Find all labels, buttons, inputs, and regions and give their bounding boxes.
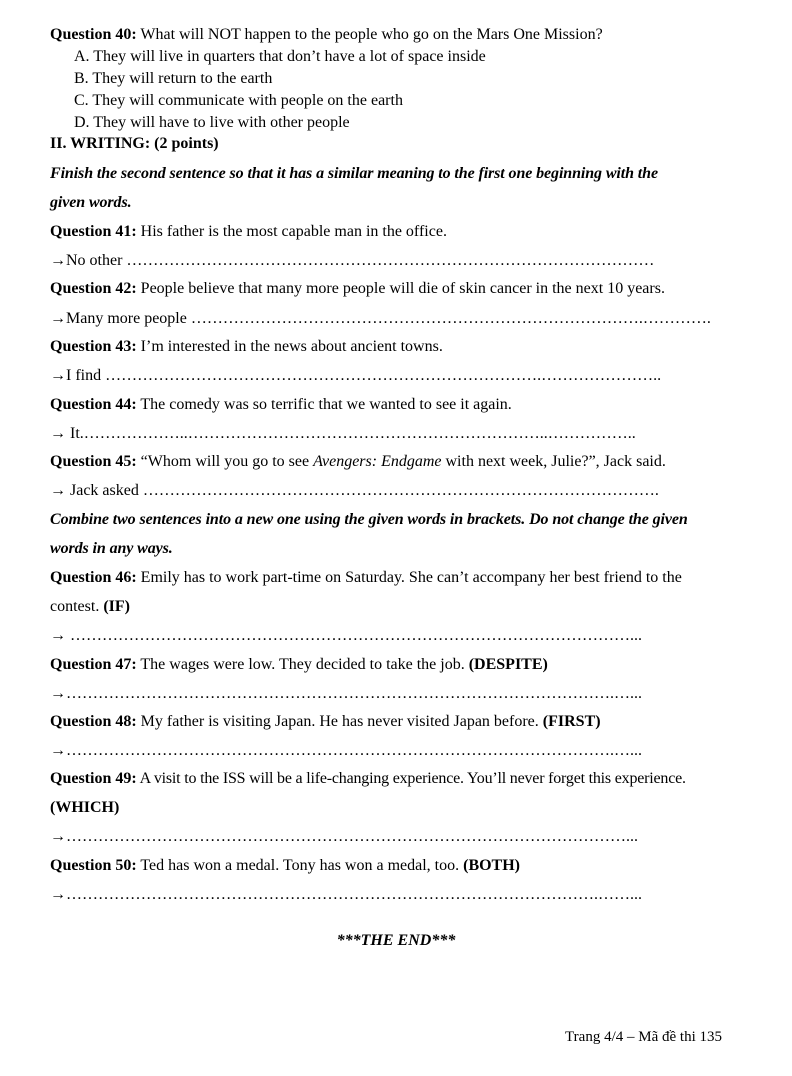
question-label: Question 42: (50, 280, 137, 297)
question-44 (50, 395, 512, 415)
question-48 (50, 712, 601, 732)
option-d: D. They will have to live with other people (74, 114, 350, 131)
question-label: Question 45: (50, 453, 137, 470)
answer-line-47: →………………………………………………………………………………………….…... (50, 685, 642, 702)
question-label: Question 49: (50, 770, 137, 787)
instruction-1: Finish the second sentence so that it has a similar meaning to the first one beginning with the (50, 165, 658, 182)
question-text: “Whom will you go to see (136, 453, 314, 470)
given-word: (IF) (103, 598, 130, 615)
answer-line-49: →……………………………………………………………………………………………... (50, 828, 638, 845)
question-text: People believe that many more people will die of skin cancer in the next 10 years. (136, 280, 665, 297)
instruction-2: Combine two sentences into a new one using the given words in brackets. Do not change the given (50, 511, 688, 528)
instruction-1-cont: given words. (50, 194, 132, 211)
question-46 (50, 568, 682, 588)
question-text: Ted has won a medal. Tony has won a medal, too. (136, 857, 464, 874)
question-text: The wages were low. They decided to take the job. (136, 656, 469, 673)
question-47 (50, 655, 548, 675)
question-text: A visit to the ISS will be a life-changing experience. You’ll never forget this experience. (136, 770, 686, 787)
question-label: Question 46: (50, 569, 137, 586)
question-text: My father is visiting Japan. He has never visited Japan before. (136, 713, 543, 730)
question-label: Question 43: (50, 338, 137, 355)
question-text: His father is the most capable man in the office. (136, 223, 447, 240)
given-word: (WHICH) (50, 799, 120, 816)
answer-line-50: →……………………………………………………………………………………….……... (50, 886, 642, 903)
option-a: A. They will live in quarters that don’t have a lot of space inside (74, 48, 486, 65)
question-46-cont (50, 597, 130, 617)
answer-line-42: →Many more people ………………………………………………………………………….…………. (50, 310, 711, 327)
question-41 (50, 222, 447, 242)
question-text-end: with next week, Julie?”, Jack said. (441, 453, 666, 470)
page-footer: Trang 4/4 – Mã đề thi 135 (565, 1029, 722, 1045)
question-text: I’m interested in the news about ancient towns. (136, 338, 443, 355)
movie-title: Avengers: Endgame (313, 453, 442, 470)
question-50 (50, 856, 520, 876)
option-c: C. They will communicate with people on the earth (74, 92, 403, 109)
question-text: The comedy was so terrific that we wanted to see it again. (136, 396, 512, 413)
question-42 (50, 279, 665, 299)
given-word: (BOTH) (463, 857, 520, 874)
answer-line-46: → ……………………………………………………………………………………………... (50, 627, 642, 644)
question-text: What will NOT happen to the people who go on the Mars One Mission? (136, 26, 603, 43)
answer-line-43: →I find ……………………………………………………………………….………………….. (50, 367, 662, 384)
answer-line-45: → Jack asked ……………………………………………………………………………………. (50, 482, 659, 499)
question-49 (50, 769, 686, 789)
question-label: Question 44: (50, 396, 137, 413)
the-end: ***THE END*** (336, 932, 456, 949)
given-word: (DESPITE) (468, 656, 548, 673)
question-label: Question 47: (50, 656, 137, 673)
answer-line-44: → It.………………..…………………………………………………………..…………….. (50, 425, 636, 442)
question-40 (50, 25, 603, 45)
question-text: Emily has to work part-time on Saturday. She can’t accompany her best friend to the (136, 569, 682, 586)
question-label: Question 41: (50, 223, 137, 240)
option-b: B. They will return to the earth (74, 70, 273, 87)
question-label: Question 40: (50, 26, 137, 43)
answer-line-48: →………………………………………………………………………………………….…... (50, 742, 642, 759)
instruction-2-cont: words in any ways. (50, 540, 173, 557)
question-45 (50, 452, 666, 472)
answer-line-41: →No other ……………………………………………………………………………………… (50, 252, 655, 269)
section-heading: II. WRITING: (2 points) (50, 135, 219, 152)
question-label: Question 48: (50, 713, 137, 730)
question-43 (50, 337, 443, 357)
question-text-cont: contest. (50, 598, 104, 615)
given-word: (FIRST) (542, 713, 601, 730)
question-label: Question 50: (50, 857, 137, 874)
